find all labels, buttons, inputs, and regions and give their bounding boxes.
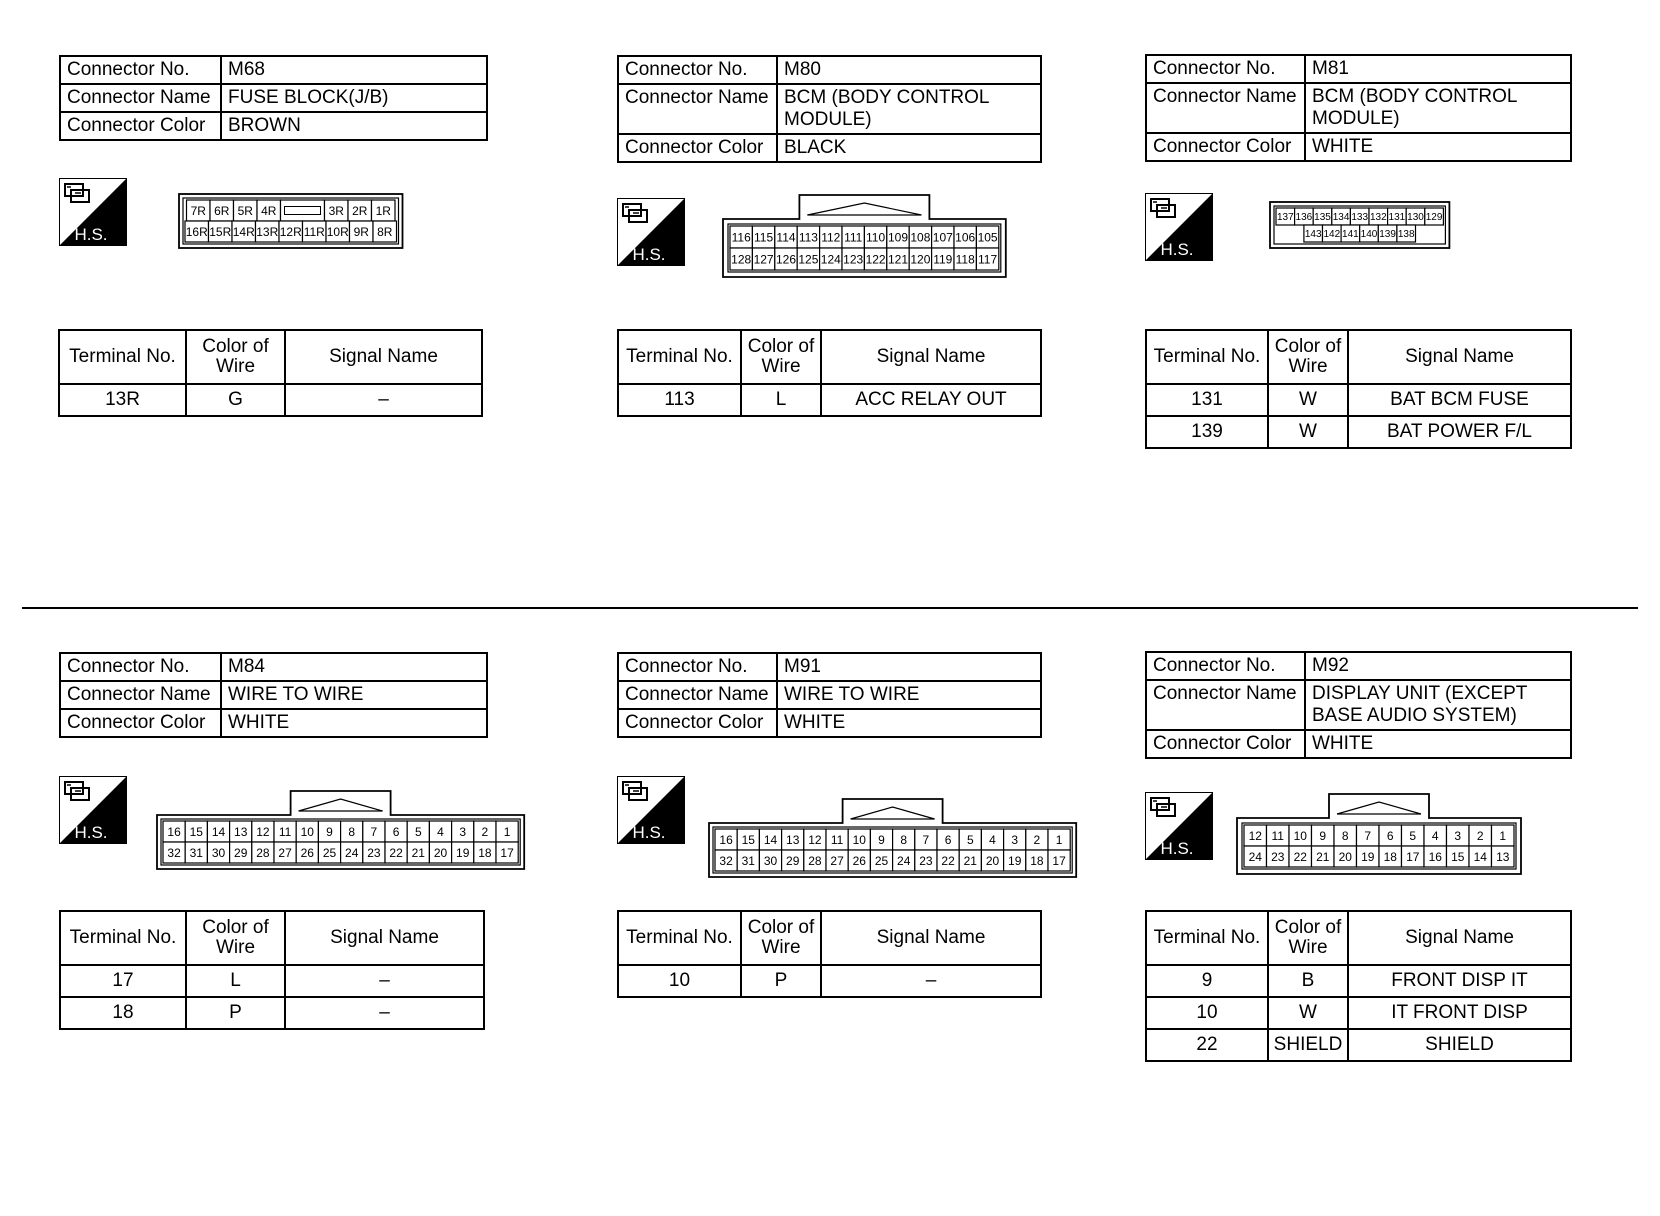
pin-label: 24 [345,845,359,860]
table-row [1146,997,1571,1029]
pin-label: 111 [844,230,863,245]
pin-label: 132 [1369,212,1387,224]
pin-label: 13 [234,824,248,839]
pin-label: 138 [1397,229,1415,241]
connector-info-table [617,652,1042,738]
pin-label: 122 [865,252,886,267]
connector-no-value: M84 [221,653,487,681]
connector-name-label: Connector Name [60,681,221,709]
terminal-table [617,329,1042,417]
connector-name-label: Connector Name [618,681,777,709]
terminal-no-cell: 10 [618,965,741,997]
pin-label: 8R [377,224,393,239]
pin-label: 121 [887,252,909,267]
pin-label: 15R [209,224,232,239]
pin-label: 10 [1293,828,1307,843]
pin-label: 131 [1388,212,1406,224]
connector-color-label: Connector Color [1146,730,1305,758]
connector-face-diagram [1235,792,1523,876]
pin-label: 30 [211,845,226,860]
connector-name-label: Connector Name [618,84,777,134]
connector-color-label: Connector Color [1146,133,1305,161]
pin-label: 16 [719,832,733,847]
pin-label: 5 [966,832,974,847]
connector-face-diagram [721,193,1008,279]
connector-no-label: Connector No. [618,653,777,681]
pin-label: 124 [820,252,841,267]
connector-info-table [1145,54,1572,162]
pin-label: 1 [503,824,511,839]
connector-face-diagram [155,789,526,871]
connector-color-label: Connector Color [60,112,221,140]
pin-label: 139 [1379,229,1396,241]
signal-name-header: Signal Name [1348,330,1571,384]
connector-no-value: M91 [777,653,1041,681]
pin-label: 14 [211,824,226,839]
pin-label: 26 [300,845,314,860]
connector-no-value: M68 [221,56,487,84]
color-of-wire-header: Color of Wire [186,330,285,384]
hs-label: H.S. [632,245,666,264]
connector-face-diagram [177,192,405,250]
connector-svg [1268,200,1451,250]
wire-color-cell: W [1268,997,1348,1029]
table-row [60,997,484,1029]
pin-label: 2R [352,203,368,218]
terminal-no-cell: 13R [59,384,186,416]
pin-label: 4R [261,203,277,218]
terminal-no-cell: 10 [1146,997,1268,1029]
pin-label: 10 [300,824,314,839]
pin-label: 12 [808,832,822,847]
pin-label: 135 [1314,212,1331,224]
wire-color-cell: L [186,965,285,997]
connector-color-value: WHITE [1305,730,1571,758]
connector-info-table [59,55,488,141]
hs-label: H.S. [632,823,666,842]
pin-label: 16 [167,824,181,839]
table-row [618,384,1041,416]
table-row [1146,384,1571,416]
pin-label: 129 [1425,212,1443,224]
pin-label: 4 [1431,828,1439,843]
pin-label: 15 [741,832,755,847]
signal-name-cell: SHIELD [1348,1029,1571,1061]
pin-label: 1 [1499,828,1507,843]
terminal-table [1145,329,1572,449]
connector-no-label: Connector No. [618,56,777,84]
harness-side-icon [1145,792,1213,860]
pin-label: 23 [367,845,381,860]
terminal-no-cell: 139 [1146,416,1268,448]
pin-label: 106 [955,230,976,245]
wire-color-cell: W [1268,416,1348,448]
color-of-wire-header: Color of Wire [741,911,821,965]
pin-label: 7R [190,203,206,218]
harness-side-icon [59,178,127,246]
pin-label: 8 [348,824,356,839]
pin-label: 142 [1323,229,1341,241]
pin-label: 3 [1011,832,1019,847]
pin-label: 130 [1407,212,1424,224]
connector-svg [155,789,526,871]
pin-label: 6 [392,824,400,839]
connector-info-table [59,652,488,738]
pin-label: 9 [326,824,333,839]
pin-label: 4 [437,824,444,839]
pin-label: 27 [830,853,844,868]
signal-name-cell: – [285,384,482,416]
terminal-no-header: Terminal No. [59,330,186,384]
connector-no-value: M80 [777,56,1041,84]
pin-label: 8 [900,832,908,847]
pin-label: 17 [1406,849,1420,864]
pin-label: 143 [1304,229,1322,241]
hs-label: H.S. [1160,240,1194,259]
pin-label: 141 [1342,229,1359,241]
connector-info-table [1145,651,1572,759]
pin-label: 13 [786,832,800,847]
pin-label: 108 [910,230,931,245]
connector-name-value: WIRE TO WIRE [221,681,487,709]
pin-label: 5R [237,203,253,218]
wire-color-cell: SHIELD [1268,1029,1348,1061]
pin-label: 15 [1451,849,1465,864]
pin-label: 140 [1360,229,1378,241]
terminal-no-cell: 113 [618,384,741,416]
pin-label: 12 [256,824,270,839]
connector-color-label: Connector Color [618,134,777,162]
connector-name-label: Connector Name [60,84,221,112]
signal-name-header: Signal Name [285,330,482,384]
pin-label: 134 [1332,212,1350,224]
signal-name-cell: – [285,997,484,1029]
pin-label: 11R [303,224,325,239]
pin-label: 31 [741,853,755,868]
pin-label: 24 [1248,849,1262,864]
pin-label: 136 [1295,212,1313,224]
pin-label: 13 [1496,849,1510,864]
pin-label: 19 [1008,853,1022,868]
hs-label: H.S. [1160,839,1194,858]
pin-label: 1R [375,203,391,218]
pin-label: 12R [279,224,302,239]
pin-label: 128 [731,252,752,267]
pin-label: 7 [1364,828,1372,843]
signal-name-cell: ACC RELAY OUT [821,384,1041,416]
connector-color-value: BROWN [221,112,487,140]
pin-label: 3 [1454,828,1462,843]
pin-label: 133 [1351,212,1369,224]
pin-label: 29 [234,845,248,860]
terminal-table [1145,910,1572,1062]
terminal-table [58,329,483,417]
connector-svg [721,193,1008,279]
table-row [59,384,482,416]
table-row [60,965,484,997]
connector-svg [177,192,405,250]
wire-color-cell: W [1268,384,1348,416]
connector-info-table [617,55,1042,163]
pin-label: 22 [941,853,955,868]
signal-name-cell: – [285,965,484,997]
pin-label: 2 [1476,828,1484,843]
pin-label: 109 [887,230,909,245]
signal-name-cell: – [821,965,1041,997]
pin-label: 6 [1386,828,1394,843]
connector-no-value: M92 [1305,652,1571,680]
pin-label: 107 [932,230,953,245]
pin-label: 114 [776,230,796,245]
terminal-no-cell: 9 [1146,965,1268,997]
pin-label: 137 [1276,212,1294,224]
harness-side-icon [59,776,127,844]
pin-label: 19 [1361,849,1375,864]
signal-name-header: Signal Name [821,330,1041,384]
pin-label: 7 [370,824,378,839]
pin-label: 28 [256,845,270,860]
pin-label: 10R [326,224,349,239]
pin-label: 113 [798,230,818,245]
pin-label: 21 [1316,849,1330,864]
pin-label: 13R [256,224,279,239]
pin-label: 20 [985,853,1000,868]
pin-label: 32 [167,845,181,860]
pin-label: 119 [933,252,953,267]
signal-name-cell: BAT POWER F/L [1348,416,1571,448]
pin-label: 30 [763,853,778,868]
connector-color-value: BLACK [777,134,1041,162]
pin-label: 7 [922,832,930,847]
pin-label: 14 [1473,849,1487,864]
pin-label: 26 [852,853,866,868]
pin-label: 15 [189,824,203,839]
pin-label: 11 [278,824,292,839]
pin-label: 10 [852,832,866,847]
signal-name-header: Signal Name [821,911,1041,965]
connector-name-label: Connector Name [1146,680,1305,730]
pin-label: 16 [1428,849,1442,864]
pin-label: 5 [414,824,422,839]
pin-label: 22 [389,845,403,860]
connector-color-value: WHITE [221,709,487,737]
pin-label: 118 [955,252,975,267]
pin-label: 29 [786,853,800,868]
connector-no-label: Connector No. [1146,652,1305,680]
terminal-no-cell: 22 [1146,1029,1268,1061]
connector-color-label: Connector Color [60,709,221,737]
color-of-wire-header: Color of Wire [1268,911,1348,965]
pin-label: 25 [874,853,889,868]
pin-label: 120 [910,252,931,267]
pin-label: 2 [1033,832,1041,847]
pin-label: 14 [763,832,778,847]
connector-color-value: WHITE [1305,133,1571,161]
pin-label: 126 [775,252,797,267]
pin-label: 105 [977,230,998,245]
connector-name-value: BCM (BODY CONTROL MODULE) [1305,83,1571,133]
signal-name-cell: FRONT DISP IT [1348,965,1571,997]
pin-label: 32 [719,853,733,868]
signal-name-header: Signal Name [285,911,484,965]
connector-name-value: WIRE TO WIRE [777,681,1041,709]
table-row [1146,965,1571,997]
pin-label: 27 [278,845,292,860]
terminal-table [617,910,1042,998]
pin-label: 3 [459,824,467,839]
pin-label: 1 [1055,832,1063,847]
pin-label: 9 [878,832,885,847]
connector-svg [1235,792,1523,876]
pin-label: 125 [798,252,819,267]
pin-label: 18 [478,845,492,860]
pin-label: 18 [1030,853,1044,868]
harness-side-icon [617,776,685,844]
terminal-table [59,910,485,1030]
pin-label: 23 [1271,849,1285,864]
wire-color-cell: P [741,965,821,997]
hs-label: H.S. [74,225,108,244]
pin-label: 117 [978,252,998,267]
terminal-no-header: Terminal No. [60,911,186,965]
pin-label: 22 [1293,849,1307,864]
hs-label: H.S. [74,823,108,842]
color-of-wire-header: Color of Wire [186,911,285,965]
pin-label: 21 [963,853,977,868]
pin-label: 11 [830,832,844,847]
connector-color-label: Connector Color [618,709,777,737]
wire-color-cell: L [741,384,821,416]
pin-label: 24 [897,853,911,868]
wire-color-cell: P [186,997,285,1029]
connector-name-value: BCM (BODY CONTROL MODULE) [777,84,1041,134]
wire-color-cell: G [186,384,285,416]
pin-label: 19 [456,845,470,860]
connector-face-diagram [1268,200,1451,250]
terminal-no-cell: 17 [60,965,186,997]
pin-label: 20 [433,845,448,860]
pin-label: 115 [754,230,774,245]
pin-label: 8 [1341,828,1349,843]
terminal-no-cell: 18 [60,997,186,1029]
pin-label: 116 [731,230,751,245]
connector-svg [707,797,1078,879]
harness-side-icon [617,198,685,266]
connector-no-label: Connector No. [60,56,221,84]
connector-color-value: WHITE [777,709,1041,737]
pin-label: 110 [866,230,886,245]
pin-label: 28 [808,853,822,868]
connector-name-value: DISPLAY UNIT (EXCEPT BASE AUDIO SYSTEM) [1305,680,1571,730]
terminal-no-header: Terminal No. [1146,330,1268,384]
harness-side-icon [1145,193,1213,261]
pin-label: 4 [989,832,996,847]
terminal-no-header: Terminal No. [618,911,741,965]
terminal-no-header: Terminal No. [1146,911,1268,965]
connector-no-label: Connector No. [60,653,221,681]
signal-name-header: Signal Name [1348,911,1571,965]
connector-no-label: Connector No. [1146,55,1305,83]
pin-label: 127 [753,252,774,267]
pin-label: 17 [500,845,514,860]
pin-label: 6 [944,832,952,847]
table-row [618,965,1041,997]
terminal-no-cell: 131 [1146,384,1268,416]
connector-no-value: M81 [1305,55,1571,83]
table-row [1146,1029,1571,1061]
connector-face-diagram [707,797,1078,879]
pin-label: 9 [1319,828,1327,843]
signal-name-cell: IT FRONT DISP [1348,997,1571,1029]
pin-label: 5 [1409,828,1417,843]
pin-label: 11 [1271,828,1284,843]
table-row [1146,416,1571,448]
terminal-no-header: Terminal No. [618,330,741,384]
pin-label: 123 [843,252,864,267]
signal-name-cell: BAT BCM FUSE [1348,384,1571,416]
pin-label: 25 [322,845,337,860]
pin-label: 16R [185,224,208,239]
color-of-wire-header: Color of Wire [741,330,821,384]
wire-color-cell: B [1268,965,1348,997]
pin-label: 18 [1383,849,1397,864]
pin-label: 31 [189,845,203,860]
pin-label: 6R [214,203,230,218]
pin-label: 21 [411,845,425,860]
pin-label: 14R [232,224,255,239]
pin-label: 17 [1052,853,1066,868]
connector-name-value: FUSE BLOCK(J/B) [221,84,487,112]
pin-label: 23 [919,853,933,868]
pin-label: 3R [328,203,344,218]
pin-label: 20 [1338,849,1352,864]
pin-label: 2 [481,824,489,839]
color-of-wire-header: Color of Wire [1268,330,1348,384]
pin-label: 9R [353,224,369,239]
pin-label: 12 [1248,828,1262,843]
pin-label: 112 [821,230,841,245]
pin-cavity [281,200,325,221]
connector-name-label: Connector Name [1146,83,1305,133]
section-divider [22,607,1638,609]
